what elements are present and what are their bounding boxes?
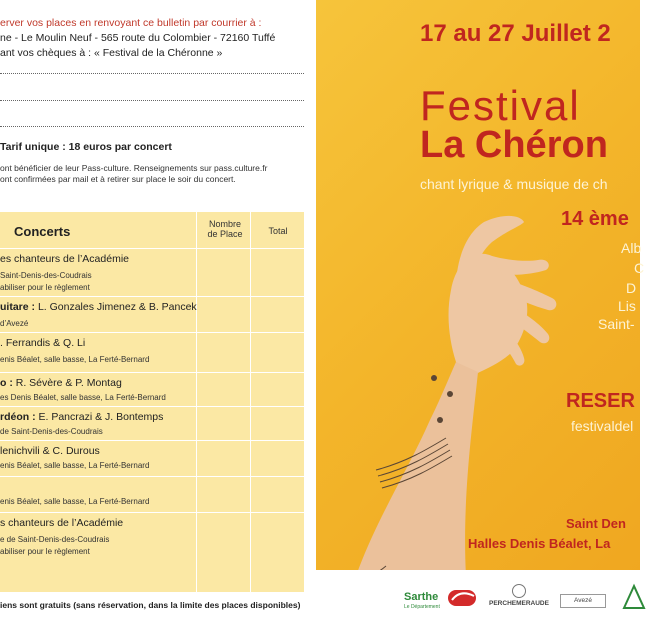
concert-row[interactable] xyxy=(0,248,304,297)
concert-venue: enis Béalet, salle basse, La Ferté-Bernard xyxy=(0,461,150,470)
address-line[interactable] xyxy=(0,100,304,101)
concert-venue: d’Avezé xyxy=(0,319,29,328)
intro-line: erver vos places en renvoyant ce bulletin par courrier à : xyxy=(0,17,262,29)
festival-edition: 14 ème xyxy=(561,208,629,230)
note-line: ont bénéficier de leur Pass-culture. Renseignements sur pass.culture.fr xyxy=(0,163,268,173)
festival-website[interactable]: festivaldel xyxy=(571,418,634,434)
sponsor-logos xyxy=(316,570,640,640)
concert-row[interactable] xyxy=(0,476,304,513)
region-logo-shape xyxy=(624,586,644,608)
concert-venue: enis Béalet, salle basse, La Ferté-Bernard xyxy=(0,497,150,506)
address-line[interactable] xyxy=(0,73,304,74)
music-note xyxy=(437,417,443,423)
concert-row[interactable] xyxy=(0,406,304,441)
artist-name: Saint- xyxy=(598,316,635,332)
forearm xyxy=(356,362,478,576)
concert-title xyxy=(0,377,122,389)
concerts-table xyxy=(0,212,304,592)
header-places xyxy=(200,220,250,240)
header-places-line: de Place xyxy=(207,228,243,239)
concert-venue: de Saint-Denis-des-Coudrais xyxy=(0,427,103,436)
concert-row[interactable] xyxy=(0,332,304,373)
sarthe-logo-text: Sarthe xyxy=(404,591,439,603)
address-line[interactable] xyxy=(0,126,304,127)
concert-note: abiliser pour le règlement xyxy=(0,283,90,292)
concert-instrument: rdéon : xyxy=(0,411,39,423)
artist-name: Lis xyxy=(618,298,636,314)
concert-row[interactable] xyxy=(0,372,304,407)
concert-title: . Ferrandis & Q. Li xyxy=(0,337,86,349)
music-note xyxy=(431,375,437,381)
concert-venue: Saint-Denis-des-Coudrais xyxy=(0,271,92,280)
festival-dates: 17 au 27 Juillet 2 xyxy=(420,20,611,47)
concert-row[interactable] xyxy=(0,296,304,333)
venue-line: Saint Den xyxy=(566,516,626,531)
bulletin-notes xyxy=(0,163,267,185)
festival-tagline: chant lyrique & musique de ch xyxy=(420,176,608,192)
concert-title xyxy=(0,301,197,313)
concert-note: abiliser pour le règlement xyxy=(0,547,90,556)
tarif-text: Tarif unique : 18 euros par concert xyxy=(0,141,172,153)
sarthe-logo-subtext: Le Département xyxy=(404,604,440,610)
music-note xyxy=(447,391,453,397)
concert-artists: E. Pancrazi & J. Bontemps xyxy=(38,411,164,423)
region-logo xyxy=(622,584,646,610)
concert-instrument: o : xyxy=(0,377,16,389)
concert-row[interactable] xyxy=(0,440,304,477)
concert-venue: e de Saint-Denis-des-Coudrais xyxy=(0,535,110,544)
header-places-line: Nombre xyxy=(208,219,241,229)
concert-title: s chanteurs de l’Académie xyxy=(0,517,124,529)
bulletin-footer: iens sont gratuits (sans réservation, dans la limite des places disponibles) xyxy=(0,600,301,610)
concert-venue: es Denis Béalet, salle basse, La Ferté-Bernard xyxy=(0,393,166,402)
concert-artists: L. Gonzales Jimenez & B. Pancek xyxy=(37,301,197,313)
intro-line: ant vos chèques à : « Festival de la Chéronne » xyxy=(0,47,223,60)
artist-name: D xyxy=(626,280,637,296)
artist-name: C xyxy=(634,260,645,276)
note-line: ont confirmées par mail et à retirer sur place le soir du concert. xyxy=(0,174,236,185)
venue-line: Halles Denis Béalet, La xyxy=(468,536,611,551)
reservation-heading: RESER xyxy=(566,390,635,412)
concert-title xyxy=(0,411,163,423)
concert-venue: enis Béalet, salle basse, La Ferté-Bernard xyxy=(0,355,150,364)
concert-title: lenichvili & C. Durous xyxy=(0,445,100,457)
artist-name: Alb xyxy=(621,240,642,256)
header-concerts: Concerts xyxy=(14,224,71,239)
concert-instrument: uitare : xyxy=(0,301,38,313)
concert-title: es chanteurs de l’Académie xyxy=(0,253,129,265)
sarthe-logo-red xyxy=(448,590,476,606)
intro-line: ne - Le Moulin Neuf - 565 route du Colombier - 72160 Tuffé xyxy=(0,32,276,45)
concert-artists: R. Sévère & P. Montag xyxy=(15,377,122,389)
perche-emblem xyxy=(512,584,526,598)
header-total: Total xyxy=(268,226,288,236)
aveze-logo: Avezé xyxy=(560,594,606,608)
perche-logo-text: PERCHEMERAUDE xyxy=(489,600,549,607)
perche-emeraude-logo xyxy=(484,584,554,618)
sarthe-logo xyxy=(404,588,480,610)
festival-title-line2: La Chéron xyxy=(420,124,608,166)
bulletin-intro xyxy=(0,16,275,62)
bulletin-page xyxy=(0,0,316,640)
festival-title-line1: Festival xyxy=(420,82,581,129)
poster-page xyxy=(316,0,645,640)
concert-row[interactable] xyxy=(0,512,304,593)
